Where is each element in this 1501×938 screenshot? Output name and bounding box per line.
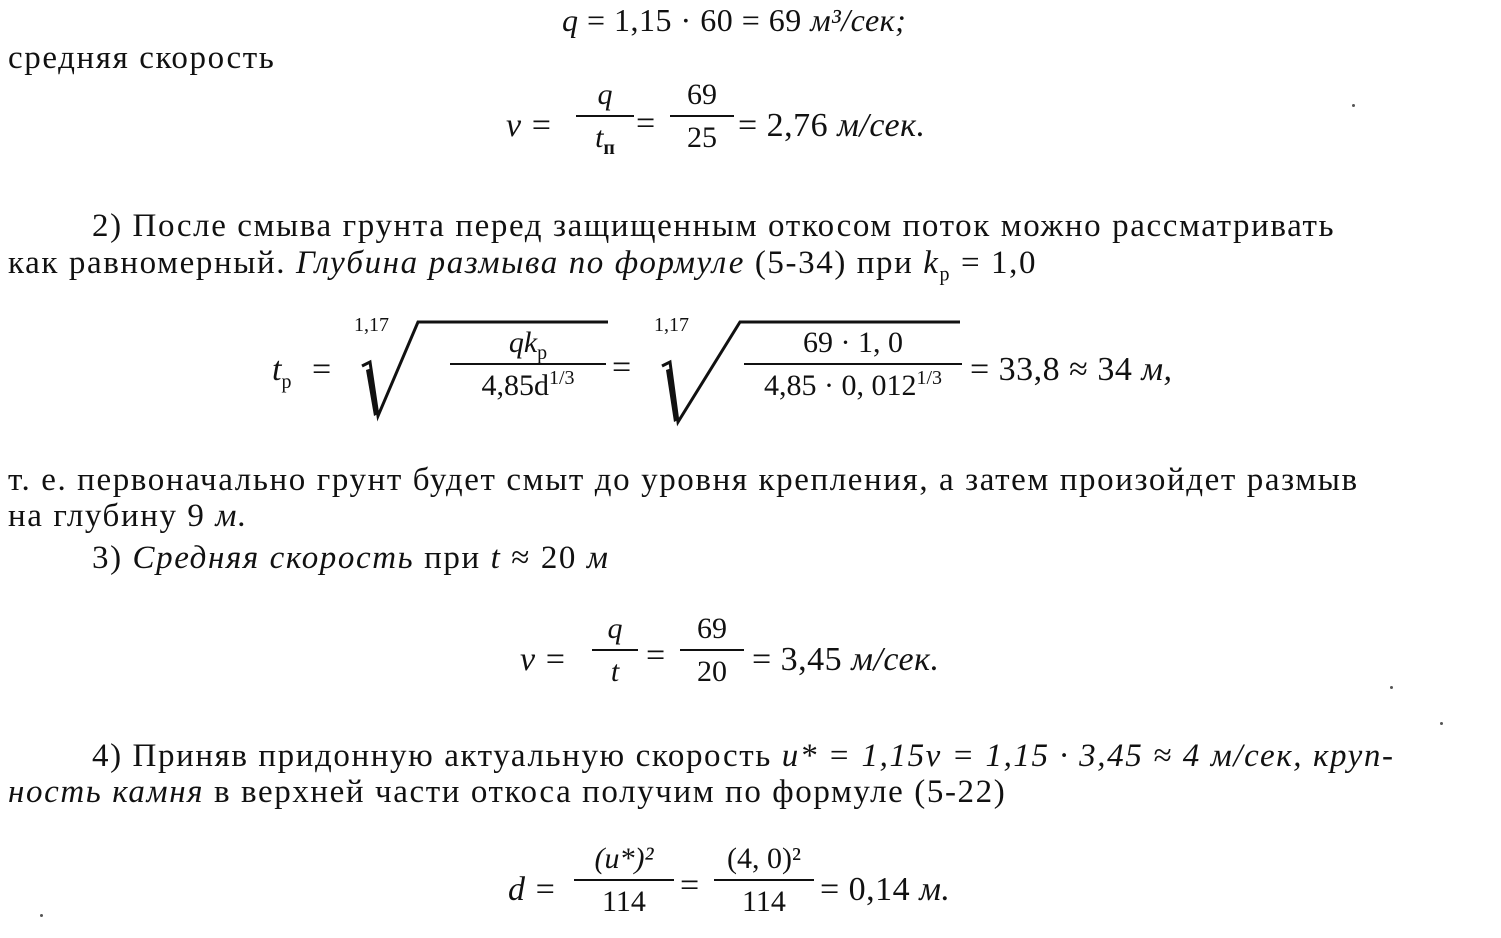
eq-d-lhs: d = bbox=[508, 871, 557, 908]
fraction-q-over-t bbox=[592, 612, 638, 689]
fraction-u2-over-114 bbox=[574, 842, 674, 919]
para4-line2-italic: ность камня bbox=[8, 774, 205, 810]
eq-d-rhs: = 0,14 bbox=[820, 871, 920, 908]
scan-speck bbox=[40, 914, 43, 917]
para2-line2-start: как равномерный. bbox=[8, 245, 296, 281]
root-index-1: 1,17 bbox=[354, 314, 389, 336]
numerator: q bbox=[597, 78, 613, 111]
denominator: 114 bbox=[742, 885, 786, 918]
scan-speck bbox=[1390, 686, 1393, 689]
numerator-sub: р bbox=[537, 342, 548, 364]
denominator: 114 bbox=[602, 885, 646, 918]
scan-speck bbox=[1440, 722, 1443, 725]
var-k: k bbox=[923, 245, 940, 281]
eq-tp-rhs: = 33,8 ≈ 34 bbox=[970, 351, 1142, 388]
unit-text: м. bbox=[919, 871, 951, 908]
denominator: 25 bbox=[687, 121, 717, 154]
label-average-speed: средняя скорость bbox=[8, 40, 276, 76]
para2-line1: 2) После смыва грунта перед защищенным откосом поток можно рассматривать bbox=[92, 208, 1336, 244]
para4-line2-end: в верхней части откоса получим по формуле (5-22) bbox=[204, 774, 1007, 810]
para3 bbox=[92, 538, 610, 578]
denominator: 4,85 · 0, 012 bbox=[763, 369, 917, 402]
para4-line1-start: 4) Приняв придонную актуальную скорость bbox=[92, 738, 782, 774]
eq-v1-rhs: = 2,76 bbox=[738, 107, 838, 144]
numerator: 69 bbox=[697, 612, 727, 645]
var-k-value: = 1,0 bbox=[951, 245, 1038, 281]
para2-line2-italic: Глубина размыва по формуле bbox=[295, 245, 745, 281]
numerator: 69 · 1, 0 bbox=[803, 326, 903, 359]
denominator-sup: 1/3 bbox=[916, 367, 943, 389]
equation-q-body: = 1,15 · 60 = 69 bbox=[578, 2, 811, 38]
para3-start: 3) bbox=[92, 540, 133, 576]
equation-q bbox=[562, 0, 906, 40]
eq-v1-equals: = bbox=[636, 105, 656, 142]
para2-line2-end: (5-34) при bbox=[744, 245, 924, 281]
root-index-2: 1,17 bbox=[654, 314, 689, 336]
eq-tp-lhs: t bbox=[272, 351, 282, 388]
eq-v2-rhs: = 3,45 bbox=[752, 641, 852, 678]
var-t: t bbox=[490, 540, 502, 576]
para3-italic: Средняя скорость bbox=[132, 540, 415, 576]
para4-u: u* = 1,15v = 1,15 · 3,45 ≈ 4 bbox=[781, 738, 1201, 774]
unit-text: м/сек. bbox=[851, 641, 940, 678]
scan-speck bbox=[1352, 104, 1355, 107]
denominator: t bbox=[595, 121, 604, 154]
para2-line2 bbox=[8, 243, 1038, 286]
denominator-sub: п bbox=[603, 137, 615, 159]
fraction-69-over-485 bbox=[744, 326, 962, 403]
unit-text: м/сек, bbox=[1200, 738, 1313, 774]
eq-v1-lhs: v = bbox=[506, 107, 553, 144]
eq-d-equals: = bbox=[680, 867, 700, 904]
numerator: qk bbox=[508, 326, 538, 359]
para4-line1 bbox=[92, 736, 1395, 776]
numerator: q bbox=[607, 612, 623, 645]
unit-text: м, bbox=[1141, 351, 1173, 388]
para4-line2 bbox=[8, 772, 1006, 812]
eq-tp-lhs-sub: р bbox=[281, 370, 292, 393]
para3-mid: при bbox=[414, 540, 491, 576]
var-k-sub: р bbox=[939, 263, 952, 286]
para4-italic-1: круп- bbox=[1312, 738, 1395, 774]
unit-text: м/сек. bbox=[837, 107, 926, 144]
denominator: 4,85d bbox=[481, 369, 549, 402]
fraction-4-over-114 bbox=[714, 842, 814, 919]
eq-v2-lhs: v = bbox=[520, 641, 567, 678]
var-q: q bbox=[562, 2, 579, 38]
fraction-69-over-20 bbox=[680, 612, 744, 689]
eq-v2-equals: = bbox=[646, 637, 666, 674]
eq-tp-equals: = bbox=[312, 351, 332, 388]
fraction-qkp-over-485d bbox=[450, 326, 606, 403]
fraction-q-over-tp bbox=[576, 78, 634, 159]
numerator: (4, 0)² bbox=[727, 842, 801, 875]
numerator: (u*)² bbox=[594, 842, 654, 875]
denominator: 20 bbox=[697, 655, 727, 688]
unit-text: м³/сек; bbox=[810, 2, 907, 38]
denominator-sup: 1/3 bbox=[548, 367, 575, 389]
denominator: t bbox=[610, 655, 620, 688]
unit-text: м. bbox=[215, 498, 248, 534]
numerator: 69 bbox=[687, 78, 717, 111]
para-te-line2 bbox=[8, 496, 248, 536]
unit-text: м bbox=[586, 540, 610, 576]
para-te-line2-text: на глубину 9 bbox=[8, 498, 216, 534]
eq-tp-mid-equals: = bbox=[612, 349, 632, 386]
fraction-69-over-25 bbox=[670, 78, 734, 155]
para-te-line1: т. е. первоначально грунт будет смыт до уровня крепления, а затем произойдет размыв bbox=[8, 462, 1359, 498]
para3-approx: ≈ 20 bbox=[501, 540, 587, 576]
